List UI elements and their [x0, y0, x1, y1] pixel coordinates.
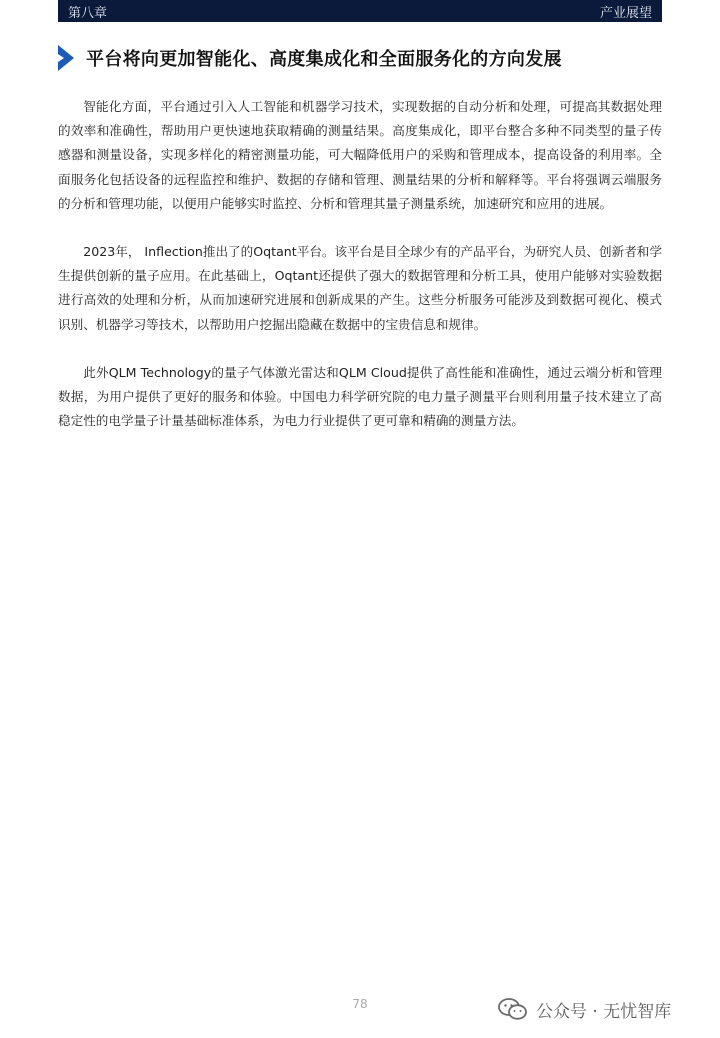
wechat-icon: [498, 997, 528, 1021]
paragraph: 智能化方面，平台通过引入人工智能和机器学习技术，实现数据的自动分析和处理，可提高其数据处理的效率和准确性，帮助用户更快速地获取精确的测量结果。高度集成化，即平台整合多种不同类型的量子传感器和测量设备，实现多样化的精密测量功能，可大幅降低用户的采购和管理成本，提高设备的利用率。全面服务化包括设备的远程监控和维护、数据的存储和管理、测量结果的分析和解释等。平台将强调云端服务的分析和管理功能，以便用户能够实时监控、分析和管理其量子测量系统，加速研究和应用的进展。: [58, 99, 662, 211]
page-number: 78: [352, 997, 368, 1011]
watermark-text: 公众号 · 无忧智库: [536, 1001, 672, 1022]
body-text: [58, 95, 662, 457]
chapter-header-bar: [58, 0, 662, 22]
paragraph: 2023年， Inflection推出了的Oqtant平台。该平台是目全球少有的产品平台，为研究人员、创新者和学生提供创新的量子应用。在此基础上，Oqtant还提供了强大的数据管理和分析工具，使用户能够对实验数据进行高效的处理和分析，从而加速研究进展和创新成果的产生。这些分析服务可能涉及到数据可视化、模式识别、机器学习等技术，以帮助用户挖掘出隐藏在数据中的宝贵信息和规律。: [58, 244, 662, 332]
section-label: 产业展望: [599, 5, 652, 21]
paragraph: 此外QLM Technology的量子气体激光雷达和QLM Cloud提供了高性能和准确性，通过云端分析和管理数据，为用户提供了更好的服务和体验。中国电力科学研究院的电力量子测量平台则利用量子技术建立了高稳定性的电学量子计量基础标准体系，为电力行业提供了更可靠和精确的测量方法。: [58, 364, 662, 429]
section-heading: [58, 42, 562, 74]
chevron-right-icon: [58, 45, 74, 71]
section-title: 平台将向更加智能化、高度集成化和全面服务化的方向发展: [86, 49, 562, 70]
watermark: [498, 996, 671, 1022]
chapter-label: 第八章: [68, 5, 108, 21]
